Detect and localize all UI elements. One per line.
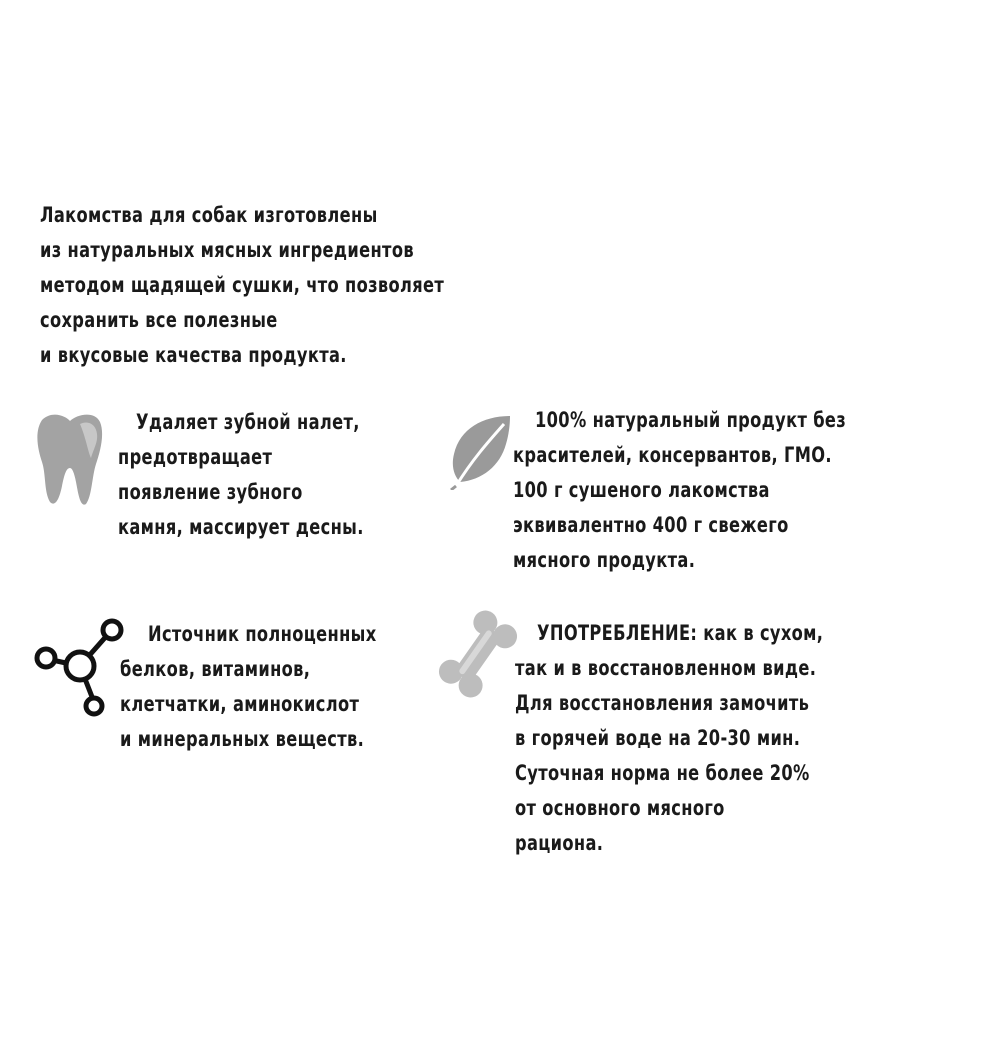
intro-line: методом щадящей сушки, что позволяет: [40, 273, 445, 297]
natural-line: эквивалентно 400 г свежего: [513, 513, 789, 537]
usage-line: так и в восстановленном виде.: [515, 656, 817, 680]
leaf-icon: [448, 414, 514, 490]
usage-line: рациона.: [515, 831, 604, 855]
tooth-icon: [36, 412, 104, 508]
usage-line: УПОТРЕБЛЕНИЕ: как в сухом,: [537, 621, 824, 645]
teeth-line: камня, массирует десны.: [118, 515, 364, 539]
usage-line: в горячей воде на 20-30 мин.: [515, 726, 801, 750]
natural-line: красителей, консервантов, ГМО.: [513, 443, 832, 467]
intro-paragraph: [40, 198, 600, 373]
teeth-benefit-text: [118, 405, 458, 545]
natural-line: 100 г сушеного лакомства: [513, 478, 770, 502]
bone-icon: [432, 604, 524, 704]
natural-benefit-text: [513, 403, 973, 578]
usage-line: Суточная норма не более 20%: [515, 761, 810, 785]
nutrients-line: белков, витаминов,: [120, 657, 311, 681]
natural-line: мясного продукта.: [513, 548, 696, 572]
usage-line: от основного мясного: [515, 796, 725, 820]
usage-text: [515, 616, 975, 861]
teeth-line: предотвращает: [118, 445, 273, 469]
intro-line: Лакомства для собак изготовлены: [40, 203, 378, 227]
nutrients-line: и минеральных веществ.: [120, 727, 365, 751]
intro-line: из натуральных мясных ингредиентов: [40, 238, 414, 262]
intro-line: и вкусовые качества продукта.: [40, 343, 347, 367]
intro-line: сохранить все полезные: [40, 308, 278, 332]
usage-line: Для восстановления замочить: [515, 691, 810, 715]
nutrients-line: Источник полноценных: [148, 622, 377, 646]
nutrients-line: клетчатки, аминокислот: [120, 692, 360, 716]
teeth-line: появление зубного: [118, 480, 303, 504]
natural-line: 100% натуральный продукт без: [535, 408, 847, 432]
nutrients-benefit-text: [120, 617, 480, 757]
teeth-line: Удаляет зубной налет,: [136, 410, 360, 434]
molecule-icon: [32, 614, 128, 718]
